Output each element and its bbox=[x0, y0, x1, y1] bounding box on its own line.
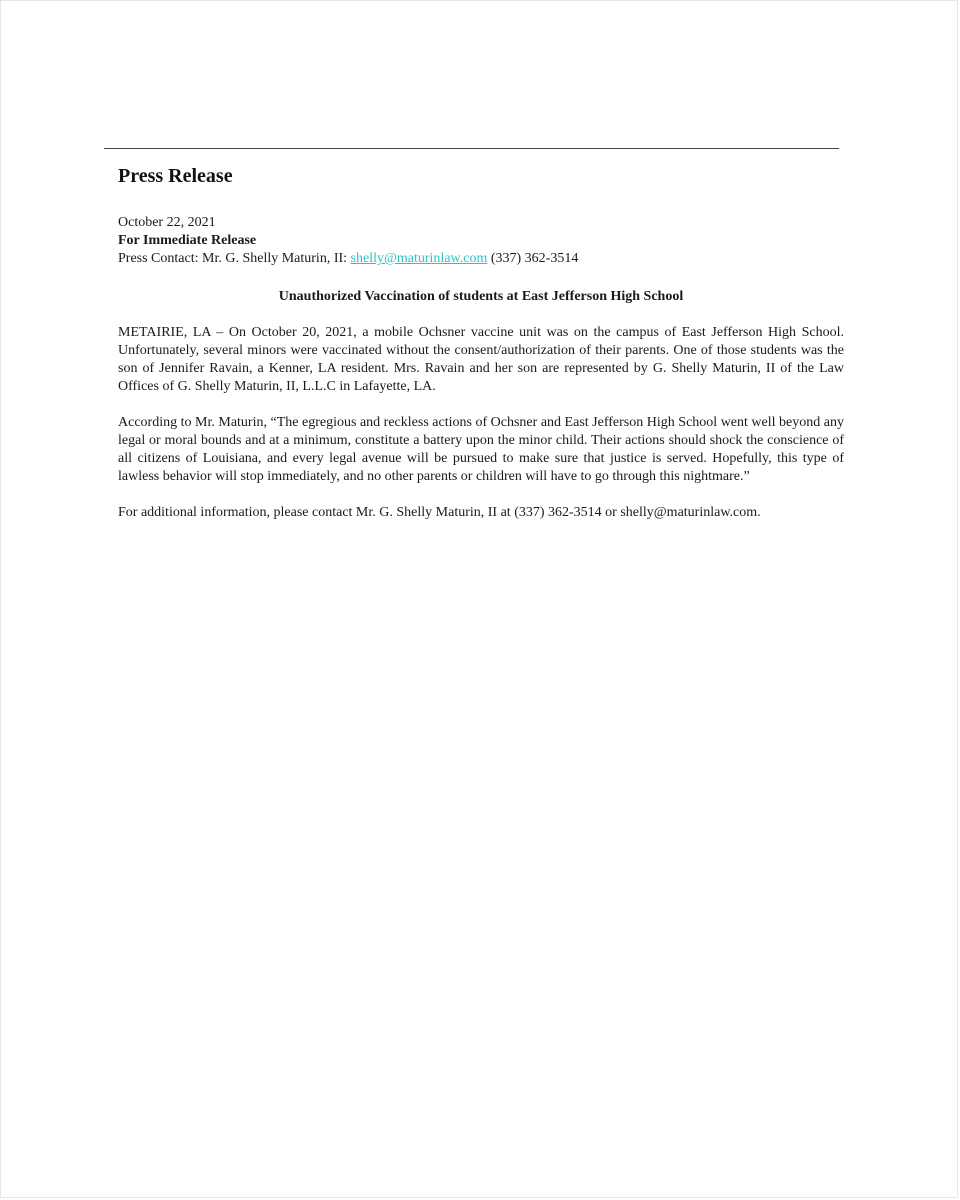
press-contact-line bbox=[118, 250, 844, 268]
document-title: Press Release bbox=[118, 165, 233, 187]
contact-prefix: Press Contact: Mr. G. Shelly Maturin, II: bbox=[118, 251, 351, 266]
release-headline: Unauthorized Vaccination of students at East Jefferson High School bbox=[278, 289, 684, 304]
release-meta bbox=[118, 214, 844, 268]
release-date: October 22, 2021 bbox=[118, 215, 216, 230]
paragraph-quote: According to Mr. Maturin, “The egregious and reckless actions of Ochsner and East Jefferson High School went well beyond any legal or moral bounds and at a minimum, constitute a battery upon the minor child. Their actions should shock the conscience of all citizens of Louisiana, and every legal avenue will be pursued to make sure that justice is served. Hopefully, this type of lawless behavior will stop immediately, and no other parents or children will have to go through this nightmare.” bbox=[118, 415, 844, 484]
contact-phone: (337) 362-3514 bbox=[487, 251, 579, 266]
release-label: For Immediate Release bbox=[118, 233, 257, 248]
contact-email-link[interactable]: shelly@maturinlaw.com bbox=[350, 251, 488, 266]
paragraph-contact: For additional information, please contact Mr. G. Shelly Maturin, II at (337) 362-3514 or shelly@maturinlaw.com. bbox=[118, 505, 761, 520]
paragraph-intro: METAIRIE, LA – On October 20, 2021, a mobile Ochsner vaccine unit was on the campus of East Jefferson High School. Unfortunately, several minors were vaccinated without the consent/authorization of their parents. One of those students was the son of Jennifer Ravain, a Kenner, LA resident. Mrs. Ravain and her son are represented by G. Shelly Maturin, II of the Law Offices of G. Shelly Maturin, II, L.L.C in Lafayette, LA. bbox=[118, 325, 844, 394]
document-body bbox=[118, 162, 844, 536]
header-rule bbox=[104, 148, 839, 149]
